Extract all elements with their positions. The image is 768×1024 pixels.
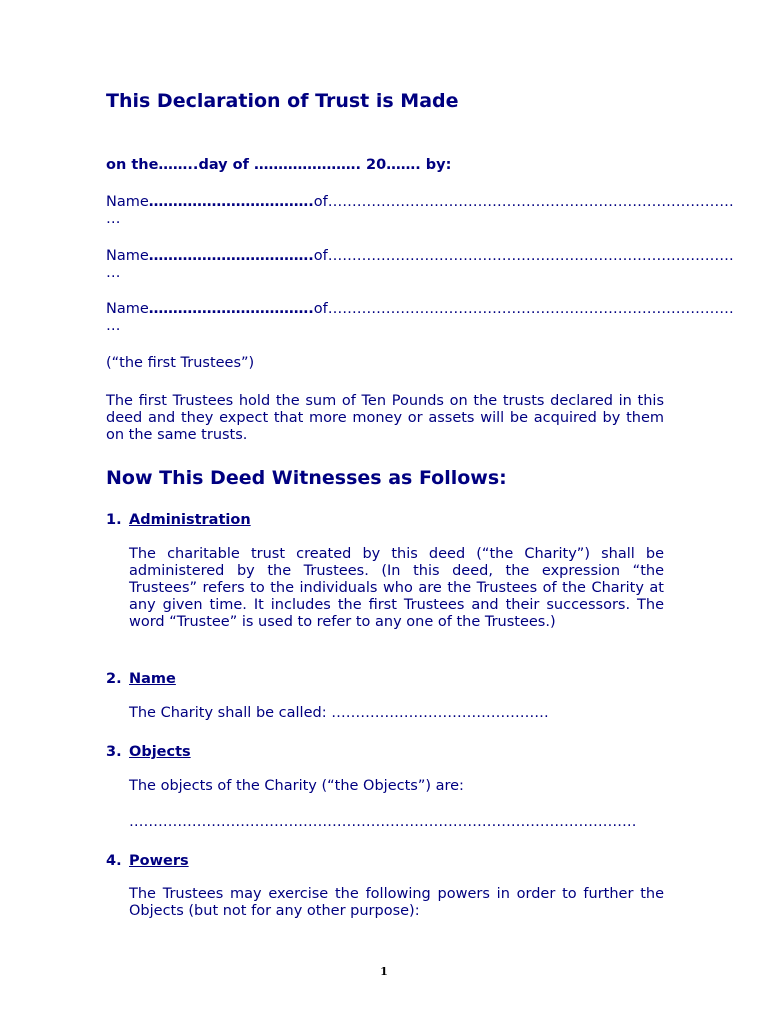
clause-number: 4. <box>106 853 122 869</box>
party-of-label: of………………………………………………………………………… <box>313 248 734 264</box>
party-name-dots: ……………………………. <box>148 301 314 317</box>
clause-title: Powers <box>129 853 189 869</box>
clause-title: Administration <box>129 512 251 528</box>
page-number: 1 <box>380 965 388 978</box>
clause-body-administration: The charitable trust created by this deed (“the Charity”) shall be administered by the Trustees. (In this deed, the expression “the Trustees” refers to the individuals who are the Trustees of the Charity at any given time. It includes the first Trustees and their successors. The word “Trustee” is used to refer to any one of the Trustees.) <box>129 546 664 630</box>
party-name-label: Name <box>106 194 149 210</box>
clause-heading-objects <box>106 743 191 761</box>
clause-body-objects: The objects of the Charity (“the Objects”) are: <box>129 778 464 794</box>
party-line-1 <box>106 194 734 228</box>
clause-title: Objects <box>129 744 191 760</box>
party-continuation: … <box>106 318 121 334</box>
clause-number: 3. <box>106 744 122 760</box>
party-name-label: Name <box>106 301 149 317</box>
witness-heading: Now This Deed Witnesses as Follows: <box>106 467 507 489</box>
clause-body-powers: The Trustees may exercise the following powers in order to further the Objects (but not for any other purpose): <box>129 886 664 919</box>
party-name-dots: ……………………………. <box>148 248 314 264</box>
party-of-label: of………………………………………………………………………… <box>313 194 734 210</box>
document-title: This Declaration of Trust is Made <box>106 90 459 112</box>
party-line-2 <box>106 248 734 282</box>
intro-paragraph: The first Trustees hold the sum of Ten Pounds on the trusts declared in this deed and they expect that more money or assets will be acquired by them on the same trusts. <box>106 393 664 443</box>
party-line-3 <box>106 301 734 335</box>
objects-blank-line: …………………………………………………………………………………………… <box>129 814 637 830</box>
party-continuation: … <box>106 265 121 281</box>
party-name-label: Name <box>106 248 149 264</box>
clause-number: 2. <box>106 671 122 687</box>
party-name-dots: ……………………………. <box>148 194 314 210</box>
clause-number: 1. <box>106 512 122 528</box>
clause-heading-name <box>106 670 176 688</box>
clause-title: Name <box>129 671 176 687</box>
party-continuation: … <box>106 211 121 227</box>
clause-heading-powers <box>106 852 189 870</box>
date-line: on the……..day of …………………. 20……. by: <box>106 157 452 173</box>
first-trustees-label: (“the first Trustees”) <box>106 355 255 371</box>
clause-heading-administration <box>106 511 251 529</box>
clause-body-name: The Charity shall be called: ……………………………………… <box>129 705 549 721</box>
party-of-label: of………………………………………………………………………… <box>313 301 734 317</box>
